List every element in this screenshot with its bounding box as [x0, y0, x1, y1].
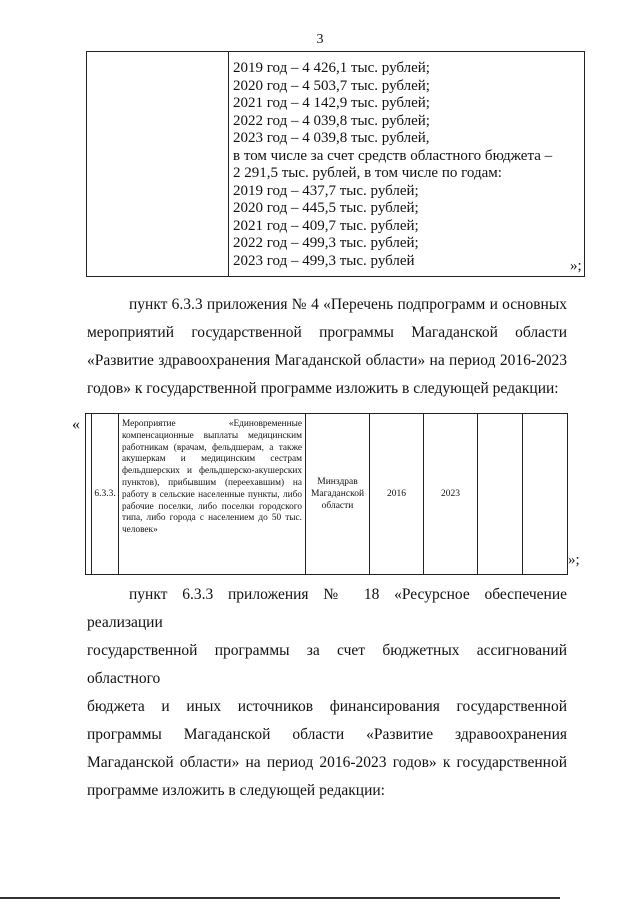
closing-quote: »;	[570, 258, 582, 274]
funding-line: 2022 год – 4 039,8 тыс. рублей;	[233, 112, 430, 129]
funding-line: 2019 год – 4 426,1 тыс. рублей;	[233, 60, 430, 76]
table-row	[86, 414, 568, 575]
funding-table-value-cell	[229, 52, 585, 277]
funding-line: 2 291,5 тыс. рублей, в том числе по годам:	[233, 165, 502, 181]
paragraph-line: бюджета и иных источников финансирования государственной	[87, 698, 567, 715]
funding-line: 2023 год – 499,3 тыс. рублей	[233, 252, 415, 269]
measure-description: Мероприятие «Единовременные компенсационные выплаты медицинским работникам (врачам, фельдшерам, а также акушеркам и медицинским сестрам фельдшерских и фельдшерско-акушерских пунктов), прибывшим (переехавшим) на работу в сельские населенные пункты, либо рабочие поселки, либо поселки городского типа, либо города с населением до 50 тыс. человек»	[119, 414, 306, 575]
measure-year-start: 2016	[370, 414, 424, 575]
funding-line: 2021 год – 4 142,9 тыс. рублей;	[233, 95, 430, 111]
amendment-paragraph-1	[87, 291, 567, 403]
measure-executor: Минздрав Магаданской области	[306, 414, 370, 575]
page-number: 3	[316, 32, 324, 47]
funding-table	[86, 51, 585, 277]
paragraph-line: мероприятий государственной программы Магаданской области	[87, 324, 567, 341]
paragraph-line: программе изложить в следующей редакции:	[87, 782, 385, 799]
opening-quote: «	[72, 416, 80, 433]
funding-table-label-cell	[87, 52, 229, 277]
funding-line: 2021 год – 409,7 тыс. рублей;	[233, 217, 419, 234]
amendment-paragraph-2	[87, 581, 567, 805]
funding-line: в том числе за счет средств областного бюджета –	[233, 147, 553, 164]
closing-quote: »;	[568, 552, 580, 568]
measure-number: 6.3.3.	[92, 414, 119, 575]
table-cell-empty	[523, 414, 568, 575]
paragraph-line: «Развитие здравоохранения Магаданской области» на период 2016-2023	[87, 352, 567, 369]
table-cell-empty	[478, 414, 523, 575]
paragraph-line: пункт 6.3.3 приложения № 4 «Перечень подпрограмм и основных	[129, 296, 567, 313]
bottom-rule	[0, 897, 560, 899]
funding-line: 2020 год – 4 503,7 тыс. рублей;	[233, 77, 430, 94]
funding-line: 2019 год – 437,7 тыс. рублей;	[233, 182, 419, 199]
funding-line: 2023 год – 4 039,8 тыс. рублей,	[233, 130, 430, 146]
measure-table	[85, 413, 568, 575]
paragraph-line: Магаданской области» на период 2016-2023 годов» к государственной	[87, 754, 567, 771]
funding-line: 2022 год – 499,3 тыс. рублей;	[233, 235, 419, 251]
paragraph-line: пункт 6.3.3 приложения № 18 «Ресурсное обеспечение реализации	[87, 586, 567, 631]
paragraph-line: программы Магаданской области «Развитие здравоохранения	[87, 726, 567, 743]
paragraph-line: годов» к государственной программе изложить в следующей редакции:	[87, 380, 559, 397]
funding-line: 2020 год – 445,5 тыс. рублей;	[233, 200, 419, 216]
measure-year-end: 2023	[424, 414, 478, 575]
paragraph-line: государственной программы за счет бюджетных ассигнований областного	[87, 642, 567, 687]
